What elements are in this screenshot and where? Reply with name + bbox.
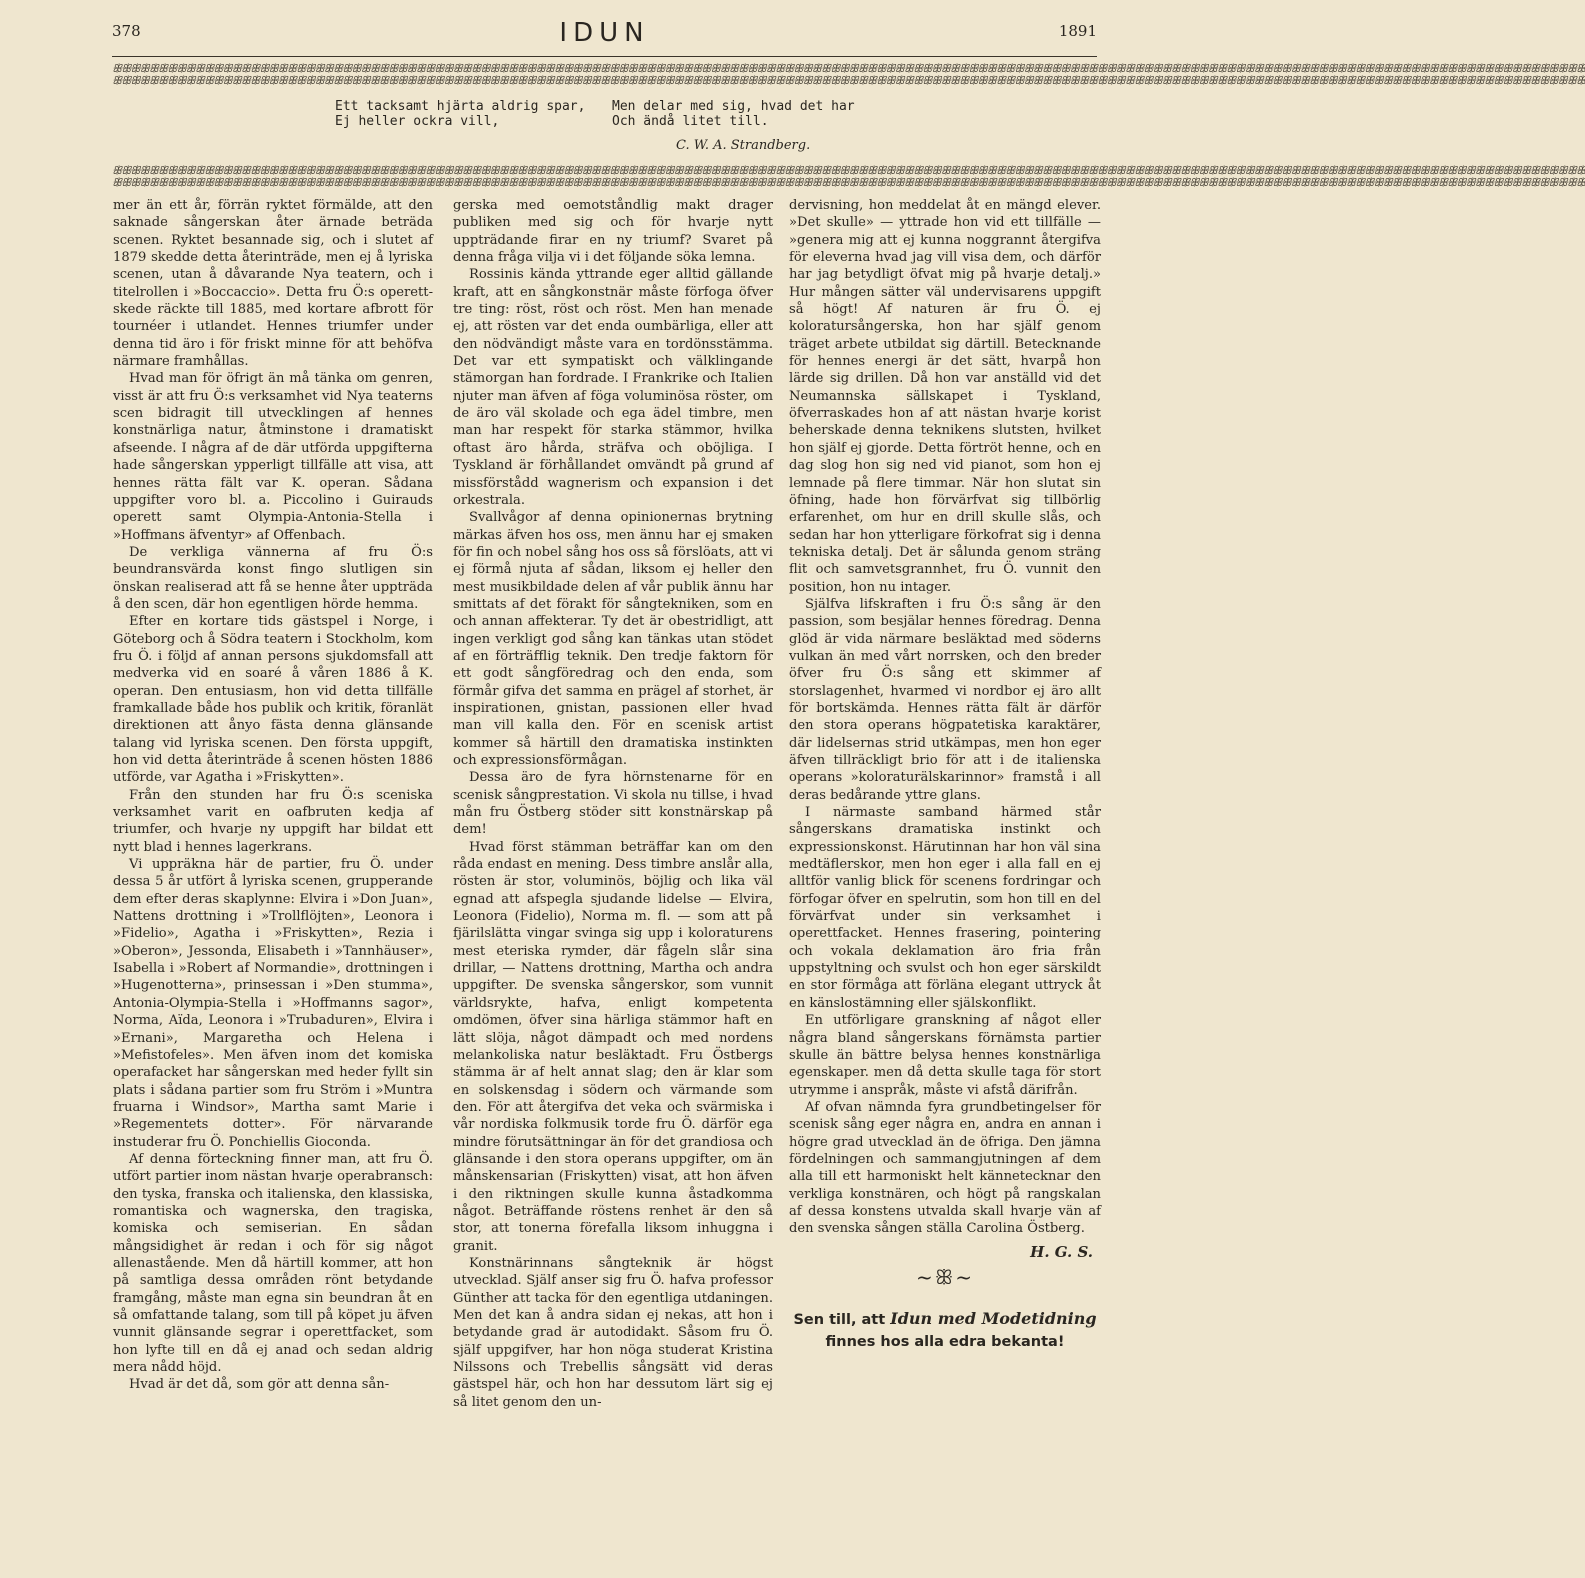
ornament-border-mid-2: ꕥꕥꕥꕥꕥꕥꕥꕥꕥꕥꕥꕥꕥꕥꕥꕥꕥꕥꕥꕥꕥꕥꕥꕥꕥꕥꕥꕥꕥꕥꕥꕥꕥꕥꕥꕥꕥꕥꕥꕥꕥꕥꕥꕥꕥꕥꕥꕥꕥꕥꕥꕥꕥꕥꕥꕥꕥꕥꕥꕥꕥꕥꕥꕥꕥꕥꕥꕥꕥꕥꕥꕥꕥꕥꕥꕥꕥꕥꕥꕥꕥꕥꕥꕥꕥꕥꕥꕥꕥꕥꕥꕥꕥꕥꕥꕥꕥꕥꕥꕥꕥꕥꕥꕥꕥꕥꕥꕥꕥꕥꕥꕥꕥꕥꕥꕥꕥꕥꕥꕥꕥꕥꕥꕥꕥꕥꕥꕥꕥꕥꕥꕥꕥꕥꕥꕥꕥꕥꕥꕥꕥꕥꕥꕥꕥꕥꕥꕥꕥꕥꕥꕥꕥꕥꕥꕥꕥꕥꕥꕥ — [112, 176, 1585, 189]
paragraph: Från den stunden har fru Ö:s sceniska verksamhet varit en oafbruten kedja af triumfer, och hvarje ny uppgift har bildat ett nytt blad i hennes lagerkrans. — [113, 787, 433, 855]
advert-line-2: finnes hos alla edra bekanta! — [825, 1334, 1065, 1351]
epigraph-line: Ej heller ockra vill, — [335, 114, 500, 129]
epigraph-line: Ett tacksamt hjärta aldrig spar, — [335, 99, 586, 114]
epigraph-line: Men delar med sig, hvad det har — [612, 99, 855, 114]
paragraph: Hvad man för öfrigt än må tänka om genren, visst är att fru Ö:s verksamhet vid Nya teaterns scen bidragit till utvecklingen af hennes konstnärliga natur, åtminstone i dramatiskt afseende. I några af de där utförda uppgifterna hade sångerskan ypperligt tillfälle att visa, att hennes rätta fält var K. operan. Sådana uppgifter voro bl. a. Piccolino i Guirauds operett samt Olympia-Antonia-Stella i »Hoffmans äfventyr» af Offenbach. — [113, 371, 433, 543]
paragraph: De verkliga vännerna af fru Ö:s beundransvärda konst fingo slutligen sin önskan realiserad att få se henne åter uppträda å den scen, där hon egentligen hörde hemma. — [113, 544, 433, 612]
paragraph: Hvad är det då, som gör att denna sån- — [129, 1377, 390, 1393]
header-rule — [112, 56, 1097, 57]
epigraph-left — [335, 99, 585, 129]
paragraph: Rossinis kända yttrande eger alltid gällande kraft, att en sångkonstnär måste förfoga öfver tre ting: röst, röst och röst. Men han menade ej, att rösten var det enda oumbärliga, eller att den nödvändigt måste vara en tordönsstämma. Det var ett sympatiskt och välklingande stämorgan han fordrade. I Frankrike och Italien njuter man äfven af föga voluminösa röster, om de äro väl skolade och ega ädel timbre, men man har respekt för starka stämmor, hvilka oftast äro hårda, sträfva och oböjliga. I Tyskland är förhållandet omvändt på grund af missförstådd wagnerism och expansion i det orkestrala. — [453, 267, 773, 508]
paragraph: Vi uppräkna här de partier, fru Ö. under dessa 5 år utfört å lyriska scenen, grupperande dem efter deras skaplynne: Elvira i »Don Juan», Nattens drottning i »Trollflöjten», Leonora i »Fidelio», Agatha i »Friskytten», Rezia i »Oberon», Jessonda, Elisabeth i »Tannhäuser», Isabella i »Robert af Normandie», drottningen i »Hugenotterna», prinsessan i »Den stumma», Antonia-Olympia-Stella i »Hoffmanns sagor», Norma, Aïda, Leonora i »Trubaduren», Elvira i »Ernani», Margaretha och Helena i »Mefistofeles». Men äfven inom det komiska operafacket har sångerskan med heder fyllt sin plats i sådana partier som fru Ström i »Muntra fruarna i Windsor», Martha samt Marie i »Regementets dotter». För närvarande instuderar fru Ö. Ponchiellis Gioconda. — [113, 857, 433, 1150]
advert-prefix: Sen till, att — [793, 1312, 886, 1329]
paragraph: Konstnärinnans sångteknik är högst utvecklad. Själf anser sig fru Ö. hafva professor Günther att tacka för den egentliga utdaningen. Men det kan å andra sidan ej nekas, att hon i betydande grad är autodidakt. Såsom fru Ö. själf uppgifver, har hon nöga studerat Kristina Nilssons och Trebellis sångsätt vid deras gästspel här, och hon har dessutom lärt sig ej så litet genom den un- — [453, 1255, 773, 1410]
page-header — [112, 18, 1097, 48]
paragraph: En utförligare granskning af något eller några bland sångerskans förnämsta partier skulle än bättre belysa hennes konstnärliga egenskaper. men då detta skulle taga för stort utrymme i anspråk, måste vi afstå därifrån. — [789, 1013, 1101, 1098]
advert-emphasis: Idun med Modetidning — [890, 1309, 1097, 1329]
paragraph: Af denna förteckning finner man, att fru Ö. utfört partier inom nästan hvarje operabransch: den tyska, franska och italienska, den klassiska, romantiska och wagnerska, den tragiska, komiska och semiserian. En sådan mångsidighet är redan i och för sig något allenastående. Men då härtill kommer, att hon på samtliga dessa områden rönt betydande framgång, måste man egna sin beundran åt en så omfattande talang, som till på köpet ju äfven vunnit glänsande segrar i operettfacket, som hon lyfte till en då ej anad och sedan aldrig mera nådd höjd. — [113, 1151, 433, 1376]
paragraph: mer än ett år, förrän ryktet förmälde, att den saknade sångerskan åter ärnade beträda scenen. Ryktet besannade sig, och i slutet af 1879 skedde detta återinträde, men ej å lyriska scenen, utan å dåvarande Nya teatern, och i titelrollen i »Boccaccio». Detta fru Ö:s operett-skede räckte till 1885, med kortare afbrott för tournéer i utlandet. Hennes triumfer under denna tid äro i för friskt minne för att behöfva närmare framhållas. — [113, 198, 433, 370]
text-column-1 — [113, 197, 433, 1394]
ornament-border-top: ꕥꕥꕥꕥꕥꕥꕥꕥꕥꕥꕥꕥꕥꕥꕥꕥꕥꕥꕥꕥꕥꕥꕥꕥꕥꕥꕥꕥꕥꕥꕥꕥꕥꕥꕥꕥꕥꕥꕥꕥꕥꕥꕥꕥꕥꕥꕥꕥꕥꕥꕥꕥꕥꕥꕥꕥꕥꕥꕥꕥꕥꕥꕥꕥꕥꕥꕥꕥꕥꕥꕥꕥꕥꕥꕥꕥꕥꕥꕥꕥꕥꕥꕥꕥꕥꕥꕥꕥꕥꕥꕥꕥꕥꕥꕥꕥꕥꕥꕥꕥꕥꕥꕥꕥꕥꕥꕥꕥꕥꕥꕥꕥꕥꕥꕥꕥꕥꕥꕥꕥꕥꕥꕥꕥꕥꕥꕥꕥꕥꕥꕥꕥꕥꕥꕥꕥꕥꕥꕥꕥꕥꕥꕥꕥꕥꕥꕥꕥꕥꕥꕥꕥꕥꕥꕥꕥꕥꕥꕥꕥ — [112, 62, 1585, 75]
paragraph: dervisning, hon meddelat åt en mängd elever. »Det skulle» — yttrade hon vid ett tillfälle — »genera mig att ej kunna noggrannt återgifva för eleverna hvad jag vill visa dem, och därför har jag betydligt öfvat mig på hvarje detalj.» Hur mången sätter väl undervisarens uppgift så högt! Af naturen är fru Ö. ej koloratursångerska, hon har själf genom träget arbete utbildat sig därtill. Betecknande för hennes energi är det sätt, hvarpå hon lärde sig drillen. Då hon var anställd vid det Neumannska sällskapet i Tyskland, öfverraskades hon af att nästan hvarje korist beherskade denna teknikens slutsten, hvilket hon själf ej gjorde. Detta förtröt henne, och en dag slog hon sig ned vid pianot, som hon ej lemnade på flere timmar. När hon slutat sin öfning, hade hon förvärfvat sig tillbörlig erfarenhet, om hur en drill skulle slås, och sedan har hon ytterligare förkofrat sig i denna tekniska detalj. Det är sålunda genom sträng flit och samvetsgrannhet, fru Ö. vunnit den position, hon nu intager. — [789, 198, 1101, 595]
text-column-2 — [453, 197, 773, 1411]
author-signature: H. G. S. — [1030, 1242, 1093, 1261]
advert-line-1 — [789, 1308, 1101, 1331]
paragraph: gerska med oemotståndlig makt drager publiken med sig och för hvarje nytt uppträdande firar en ny triumf? Svaret på denna fråga vilja vi i det följande söka lemna. — [453, 198, 773, 266]
epigraph-right — [612, 99, 855, 129]
paragraph: Hvad först stämman beträffar kan om den råda endast en mening. Dess timbre anslår alla, rösten är stor, voluminös, böjlig och lika väl egnad att afspegla sjudande lidelse — Elvira, Leonora (Fidelio), Norma m. fl. — som att på fjärilslätta vingar svinga sig upp i koloraturens mest eteriska rymder, där fågeln slår sina drillar, — Nattens drottning, Martha och andra uppgifter. De svenska sångerskor, som vunnit världsrykte, hafva, enligt kompetenta omdömen, öfver sina härliga stämmor haft en lätt slöja, något dämpadt och med nordens melankoliska natur besläktadt. Fru Östbergs stämma är af helt annat slag; den är klar som en solskensdag i södern och värmande som den. För att återgifva det veka och svärmiska i vår nordiska folkmusik torde fru Ö. därför ega mindre förutsättningar än för det grandiosa och glänsande i den stora operans uppgifter, om än månskensarian (Friskytten) visat, att hon äfven i den riktningen skulle kunna åstadkomma något. Beträffande röstens renhet är den så stor, att tonerna förefalla liksom inhuggna i granit. — [453, 839, 773, 1254]
page-number: 378 — [112, 22, 141, 40]
column-3-tail — [789, 1244, 1101, 1354]
ornament-border-mid: ꕥꕥꕥꕥꕥꕥꕥꕥꕥꕥꕥꕥꕥꕥꕥꕥꕥꕥꕥꕥꕥꕥꕥꕥꕥꕥꕥꕥꕥꕥꕥꕥꕥꕥꕥꕥꕥꕥꕥꕥꕥꕥꕥꕥꕥꕥꕥꕥꕥꕥꕥꕥꕥꕥꕥꕥꕥꕥꕥꕥꕥꕥꕥꕥꕥꕥꕥꕥꕥꕥꕥꕥꕥꕥꕥꕥꕥꕥꕥꕥꕥꕥꕥꕥꕥꕥꕥꕥꕥꕥꕥꕥꕥꕥꕥꕥꕥꕥꕥꕥꕥꕥꕥꕥꕥꕥꕥꕥꕥꕥꕥꕥꕥꕥꕥꕥꕥꕥꕥꕥꕥꕥꕥꕥꕥꕥꕥꕥꕥꕥꕥꕥꕥꕥꕥꕥꕥꕥꕥꕥꕥꕥꕥꕥꕥꕥꕥꕥꕥꕥꕥꕥꕥꕥꕥꕥꕥꕥꕥꕥ — [112, 164, 1585, 177]
ornament-border-top-2: ꕥꕥꕥꕥꕥꕥꕥꕥꕥꕥꕥꕥꕥꕥꕥꕥꕥꕥꕥꕥꕥꕥꕥꕥꕥꕥꕥꕥꕥꕥꕥꕥꕥꕥꕥꕥꕥꕥꕥꕥꕥꕥꕥꕥꕥꕥꕥꕥꕥꕥꕥꕥꕥꕥꕥꕥꕥꕥꕥꕥꕥꕥꕥꕥꕥꕥꕥꕥꕥꕥꕥꕥꕥꕥꕥꕥꕥꕥꕥꕥꕥꕥꕥꕥꕥꕥꕥꕥꕥꕥꕥꕥꕥꕥꕥꕥꕥꕥꕥꕥꕥꕥꕥꕥꕥꕥꕥꕥꕥꕥꕥꕥꕥꕥꕥꕥꕥꕥꕥꕥꕥꕥꕥꕥꕥꕥꕥꕥꕥꕥꕥꕥꕥꕥꕥꕥꕥꕥꕥꕥꕥꕥꕥꕥꕥꕥꕥꕥꕥꕥꕥꕥꕥꕥꕥꕥꕥꕥꕥꕥ — [112, 74, 1585, 87]
paragraph: Själfva lifskraften i fru Ö:s sång är den passion, som besjälar hennes föredrag. Denna glöd är vida närmare besläktad med söderns vulkan än med vårt norrsken, och den breder öfver fru Ö:s sång ett skimmer af storslagenhet, hvarmed vi nordbor ej äro allt för bortskämda. Hennes rätta fält är därför den stora operans högpatetiska karaktärer, där lidelsernas strid utkämpas, men hon eger äfven tillräckligt brio för att i de italienska operans »koloraturälskarinnor» framstå i all deras bedårande yttre glans. — [789, 596, 1101, 803]
decorative-divider-icon: ~ꕥ~ — [915, 1264, 975, 1289]
paragraph: Efter en kortare tids gästspel i Norge, i Göteborg och å Södra teatern i Stockholm, kom fru Ö. i följd af annan persons sjukdomsfall att medverka vid en soaré å våren 1886 å K. operan. Den entusiasm, hon vid detta tillfälle framkallade både hos publik och kritik, föranlät direktionen att ånyo fästa denna glänsande talang vid lyriska scenen. Den första uppgift, hon vid detta återinträde å scenen hösten 1886 utförde, var Agatha i »Friskytten». — [113, 614, 433, 786]
paragraph: I närmaste samband härmed står sångerskans dramatiska instinkt och expressionskonst. Härutinnan har hon väl sina medtäflerskor, men hon eger i alla fall en ej alltför vanlig blick för scenens fordringar och förfogar öfver en spelrutin, som hon till en del förvärfvat under sin verksamhet i operettfacket. Hennes frasering, pointering och vokala deklamation äro fria från uppstyltning och svulst och hon eger särskildt en stor förmåga att förläna elegant uttryck åt en känslostämning eller själskonflikt. — [789, 805, 1101, 1011]
magazine-title: IDUN — [559, 18, 650, 48]
paragraph: Svallvågor af denna opinionernas brytning märkas äfven hos oss, men ännu har ej smaken för fin och nobel sång hos oss så förslöats, att vi ej förmå njuta af sådan, liksom ej heller den mest musikbildade delen af vår publik ännu har smittats af det förakt för sångtekniken, som en och annan affekterar. Ty det är obestridligt, att ingen verkligt god sång kan tänkas utan stödet af en förträfflig teknik. Den tredje faktorn för ett godt sångföredrag och den enda, som förmår gifva det samma en prägel af storhet, är inspirationen, gnistan, passionen eller hvad man vill kalla den. För en scenisk artist kommer så härtill den dramatiska instinkten och expressionsförmågan. — [453, 510, 773, 768]
text-column-3 — [789, 197, 1101, 1353]
advert-notice — [789, 1308, 1101, 1353]
epigraph-author: C. W. A. Strandberg. — [676, 138, 811, 153]
paragraph: Dessa äro de fyra hörnstenarne för en scenisk sångprestation. Vi skola nu tillse, i hvad mån fru Östberg stöder sitt konstnärskap på dem! — [453, 770, 773, 838]
page-year: 1891 — [1058, 22, 1097, 40]
epigraph-line: Och ändå litet till. — [612, 114, 769, 129]
paragraph: Af ofvan nämnda fyra grundbetingelser för scenisk sång eger några en, andra en annan i högre grad utvecklad än de öfriga. Den jämna fördelningen och sammangjutningen af dem alla till ett harmoniskt helt kännetecknar den verkliga konstnären, och högt på rangskalan af dessa konstens utvalda skall hvarje vän af den svenska sången ställa Carolina Östberg. — [789, 1099, 1101, 1237]
